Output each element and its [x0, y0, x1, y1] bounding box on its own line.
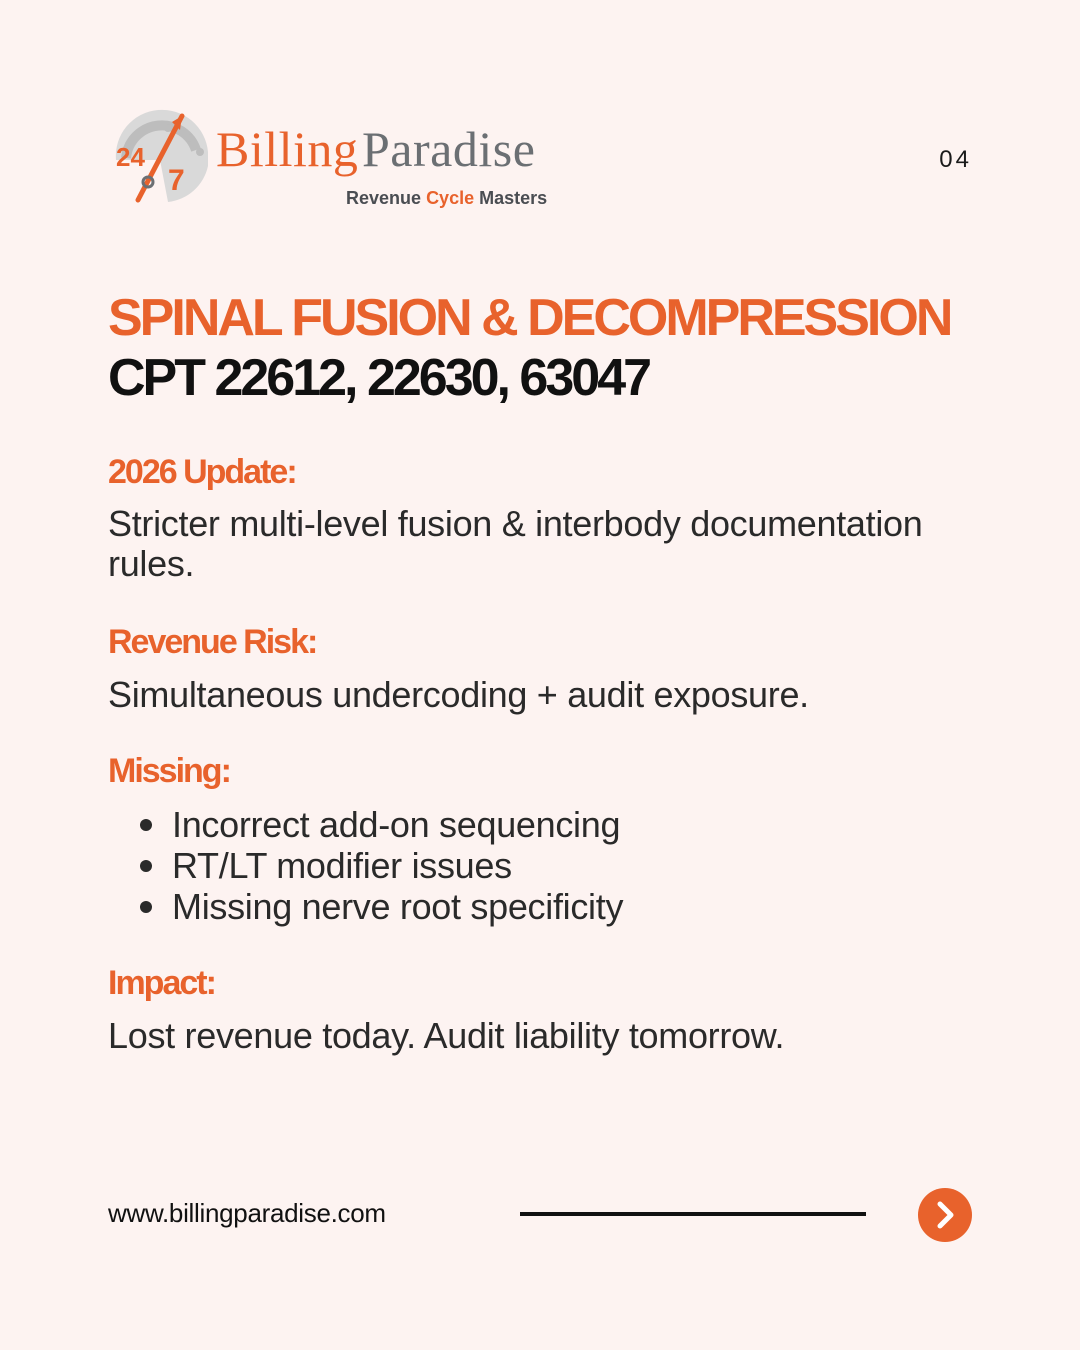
brand-name-paradise: Paradise [362, 121, 536, 177]
update-label: 2026 Update: [108, 453, 296, 491]
missing-list [108, 804, 968, 927]
footer-divider [520, 1212, 866, 1216]
update-text: Stricter multi-level fusion & interbody documentation rules. [108, 503, 923, 584]
missing-label: Missing: [108, 752, 230, 790]
list-item: Missing nerve root specificity [108, 886, 968, 927]
page-title: SPINAL FUSION & DECOMPRESSION [108, 289, 951, 347]
cpt-codes: CPT 22612, 22630, 63047 [108, 349, 650, 407]
tagline-masters: Masters [479, 188, 548, 208]
risk-text: Simultaneous undercoding + audit exposure. [108, 674, 809, 715]
svg-text:7: 7 [168, 164, 185, 197]
svg-text:24: 24 [116, 142, 145, 172]
list-item: Incorrect add-on sequencing [108, 804, 968, 845]
page-number: 04 [939, 146, 972, 173]
tagline-revenue: Revenue [346, 188, 422, 208]
impact-label: Impact: [108, 964, 215, 1002]
tagline-cycle: Cycle [426, 188, 475, 208]
impact-text: Lost revenue today. Audit liability tomorrow. [108, 1015, 785, 1056]
next-button[interactable] [918, 1188, 972, 1242]
risk-label: Revenue Risk: [108, 623, 317, 661]
brand-tagline [346, 188, 547, 209]
clock-dial-icon [108, 108, 212, 208]
brand-name-billing: Billing [216, 121, 359, 177]
website-link[interactable]: www.billingparadise.com [108, 1198, 386, 1228]
list-item: RT/LT modifier issues [108, 845, 968, 886]
chevron-right-icon [918, 1188, 972, 1242]
brand-logo [108, 108, 568, 218]
